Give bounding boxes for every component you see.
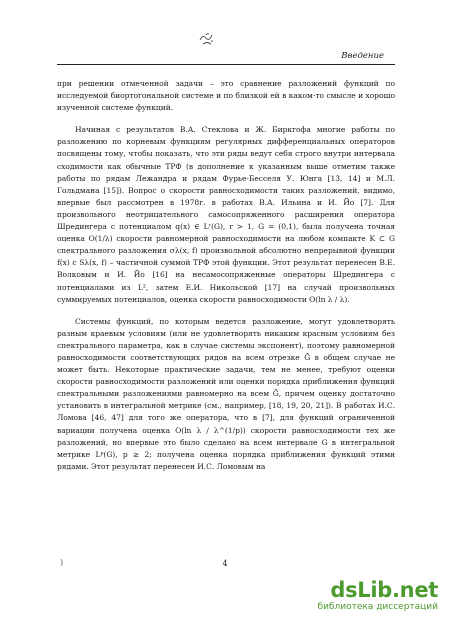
page-number: 4 [222,559,228,568]
running-header-title: Введение [341,51,384,61]
paragraph-2: Начиная с результатов В.А. Стеклова и Ж. Биркгофа многие работы по разложению по корневым функциям регулярных дифференциальных операторов посвящены тому, чтобы показать, что эти ряды ведут себя строго внутри интервала сходимости как обычные ТРФ (в дополнение к указанным выше отметим также работы по рядам Лежандра и рядам Фурье-Бесселя У. Юнга [13, 14] и М.Л. Гольдмана [15]). Вопрос о скорости равносходимости таких разложений, видимо, впервые был рассмотрен в 1978г. в работах В.А. Ильина и И. Йо [7]. Для произвольного неотрицательного самосопряженного расширения оператора Шредингера с потенциалом q(x) ∈ Lʳ(G), r > 1, G = (0,1), была получена точная оценка O(1/λ) скорости равномерной равносходимости на любом компакте K ⊂ G спектрального разложения σλ(x, f) произвольной абсолютно непрерывной функции f(x) с Sλ(x, f) – частичной суммой ТРФ этой функции. Этот результат перенесен В.Е. Волковым и И. Йо [16] на несамосопряженные операторы Шредингера с потенциалами из L², затем Е.И. Никольской [17] на случай произвольных суммируемых потенциалов, оценка скорости равносходимости O(ln λ / λ). [57,125,395,304]
body-text [57,78,395,473]
corner-mark: ) [60,558,64,567]
scribble-mark [196,28,218,50]
watermark-tagline: библиотека диссертаций [317,602,438,612]
watermark[interactable] [288,578,438,614]
paragraph-1: при решении отмеченной задачи – это сравнение разложений функций по исследуемой биортогональной системе и по близкой ей в каком-то смысле и хорошо изученной системе функций. [57,79,395,113]
header-divider [57,64,395,65]
watermark-logo[interactable]: dsLib.net [330,578,438,602]
paragraph-3: Системы функций, по которым ведется разложение, могут удовлетворять разным краевым условиям (или не удовлетворять никаким красным условиям без спектрального параметра, как в случае системы экспонент), поэтому равномерной равносходимости соответствующих рядов на всем отрезке Ḡ в общем случае не может быть. Некоторые практические задачи, тем не менее, требуют оценки скорости равносходимости разложений или оценки порядка приближения функций спектральными разложениями равномерно на всем Ḡ, причем оценку достаточно установить в интегральной метрике (см., например, [18, 19, 20, 21]). В работах И.С. Ломова [46, 47] для того же оператора, что в [7], для функций ограниченной вариации получена оценка O(ln λ / λ^(1/p)) скорости равносходимости тех же разложений, но впервые это было сделано на всем интервале G в интегральной метрике Lᵖ(G), p ≥ 2; получена оценка порядка приближения функций этими рядами. Этот результат перенесен И.С. Ломовым на [57,316,395,471]
